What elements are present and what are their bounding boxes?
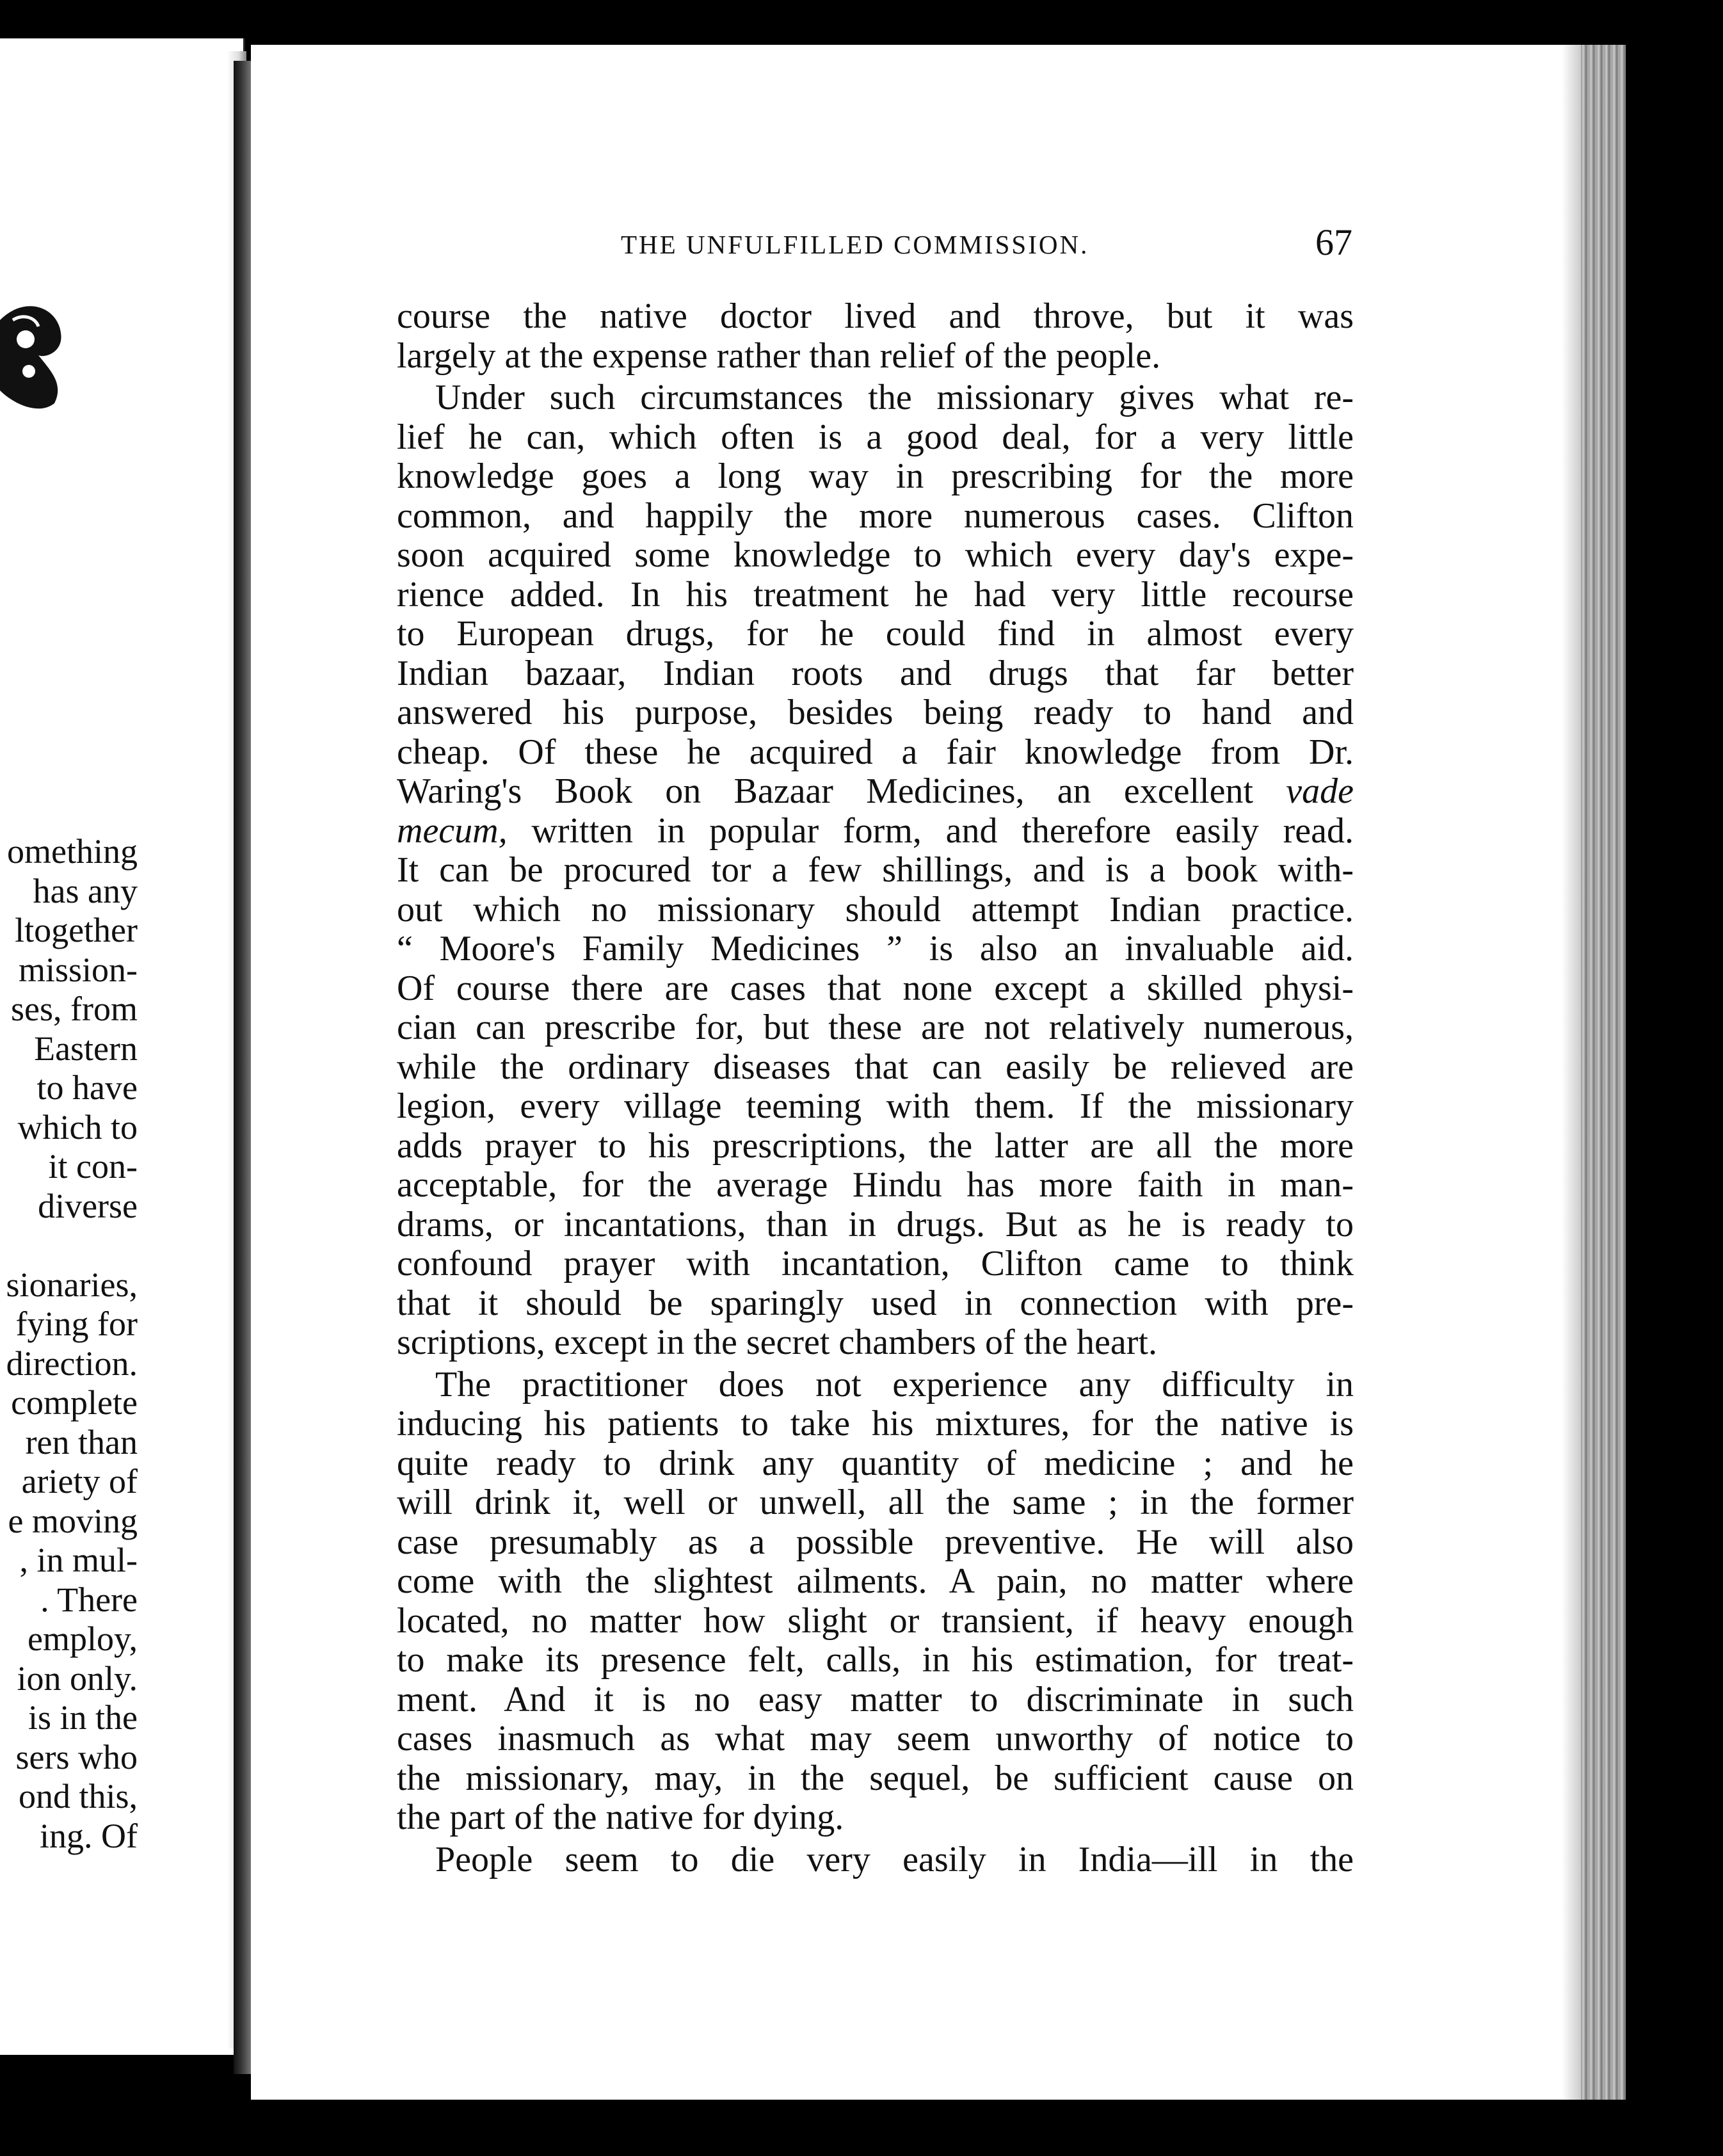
text-line: cian can prescribe for, but these are not relatively numerous, bbox=[397, 1008, 1354, 1047]
text-line: that it should be sparingly used in connection with pre- bbox=[397, 1283, 1354, 1323]
left-page-line: has any bbox=[33, 871, 138, 910]
text-line: mecum, written in popular form, and therefore easily read. bbox=[397, 810, 1354, 851]
left-page-line: omething bbox=[7, 832, 138, 871]
text-line: common, and happily the more numerous cases. Clifton bbox=[397, 495, 1354, 536]
text-line: The practitioner does not experience any difficulty in bbox=[435, 1364, 1354, 1404]
text-line: will drink it, well or unwell, all the same ; in the former bbox=[397, 1483, 1354, 1522]
text-line: legion, every village teeming with them. If the missionary bbox=[397, 1086, 1354, 1126]
text-line: to make its presence felt, calls, in his estimation, for treat- bbox=[397, 1640, 1354, 1680]
text-line: It can be procured tor a few shillings, and is a book with- bbox=[397, 850, 1354, 890]
book-gutter bbox=[234, 61, 252, 2074]
text-line: come with the slightest ailments. A pain, no matter where bbox=[397, 1561, 1354, 1601]
left-page-line: ses, from bbox=[11, 990, 138, 1028]
italic-phrase: vade bbox=[1286, 771, 1354, 811]
text-line: “ Moore's Family Medicines ” is also an invaluable aid. bbox=[397, 929, 1354, 969]
left-page-line: to have bbox=[36, 1068, 138, 1107]
left-page-line: is in the bbox=[28, 1698, 138, 1737]
left-page-line: ltogether bbox=[15, 911, 138, 949]
text-line: scriptions, except in the secret chambers of the heart. bbox=[397, 1323, 1157, 1362]
italic-phrase: mecum, bbox=[397, 810, 508, 851]
left-page-line: ren than bbox=[25, 1422, 138, 1461]
text-line: Waring's Book on Bazaar Medicines, an excellent vade bbox=[397, 771, 1354, 811]
left-page-line: ariety of bbox=[21, 1462, 138, 1500]
body-text bbox=[397, 297, 1354, 1879]
left-page-line: sionaries, bbox=[6, 1265, 138, 1304]
left-page-line: ond this, bbox=[18, 1777, 138, 1815]
left-page-line: employ, bbox=[28, 1620, 138, 1658]
text-line: the part of the native for dying. bbox=[397, 1798, 844, 1837]
text-line: confound prayer with incantation, Clifton came to think bbox=[397, 1244, 1354, 1283]
text-line: cheap. Of these he acquired a fair knowledge from Dr. bbox=[397, 732, 1354, 772]
text-line: rience added. In his treatment he had very little recourse bbox=[397, 574, 1354, 615]
page-edge-shadow bbox=[1562, 45, 1581, 2100]
text-line: quite ready to drink any quantity of medicine ; and he bbox=[397, 1443, 1354, 1483]
left-page-line: complete bbox=[11, 1383, 138, 1422]
text-line: acceptable, for the average Hindu has more faith in man- bbox=[397, 1165, 1354, 1205]
text-line: Indian bazaar, Indian roots and drugs that far better bbox=[397, 653, 1354, 693]
running-head: THE UNFULFILLED COMMISSION. bbox=[621, 230, 1089, 259]
text-line: the missionary, may, in the sequel, be sufficient cause on bbox=[397, 1758, 1354, 1798]
text-line: out which no missionary should attempt Indian practice. bbox=[397, 889, 1354, 929]
text-line: while the ordinary diseases that can easily be relieved are bbox=[397, 1047, 1354, 1087]
text-line: adds prayer to his prescriptions, the latter are all the more bbox=[397, 1125, 1354, 1166]
text-line: course the native doctor lived and throve, but it was bbox=[397, 296, 1354, 336]
left-page-line: fying for bbox=[15, 1305, 138, 1343]
left-page-line: direction. bbox=[6, 1344, 138, 1383]
text-line: largely at the expense rather than relief of the people. bbox=[397, 335, 1161, 376]
text-line: to European drugs, for he could find in almost every bbox=[397, 614, 1354, 654]
text-line: case presumably as a possible preventive. He will also bbox=[397, 1522, 1354, 1562]
text-line: located, no matter how slight or transient, if heavy enough bbox=[397, 1600, 1354, 1641]
left-page-line: ion only. bbox=[17, 1659, 138, 1698]
text-line: answered his purpose, besides being ready to hand and bbox=[397, 693, 1354, 732]
text-line: cases inasmuch as what may seem unworthy of notice to bbox=[397, 1719, 1354, 1758]
left-page-line: sers who bbox=[15, 1737, 138, 1776]
left-page-line: diverse bbox=[38, 1186, 138, 1225]
left-page-line: ing. Of bbox=[40, 1816, 138, 1855]
text-line: lief he can, which often is a good deal, for a very little bbox=[397, 417, 1354, 457]
text-line: inducing his patients to take his mixtures, for the native is bbox=[397, 1404, 1354, 1444]
text-line: People seem to die very easily in India—ill in the bbox=[435, 1839, 1354, 1879]
left-page-line: , in mul- bbox=[19, 1541, 138, 1579]
left-page-line: which to bbox=[17, 1107, 138, 1146]
text-line: drams, or incantations, than in drugs. But as he is ready to bbox=[397, 1204, 1354, 1244]
text-line: ment. And it is no easy matter to discriminate in such bbox=[397, 1679, 1354, 1719]
text-line: knowledge goes a long way in prescribing for the more bbox=[397, 456, 1354, 496]
left-page-line: . There bbox=[40, 1580, 138, 1619]
left-page-line: it con- bbox=[48, 1147, 138, 1186]
left-page-line: Eastern bbox=[34, 1029, 138, 1068]
left-page-line: e moving bbox=[8, 1501, 138, 1540]
left-page-text bbox=[0, 832, 138, 1856]
flower-ornament-icon bbox=[0, 294, 70, 416]
stacked-page-edges bbox=[1581, 45, 1626, 2100]
text-line: soon acquired some knowledge to which every day's expe- bbox=[397, 535, 1354, 575]
text-line: Under such circumstances the missionary gives what re- bbox=[435, 378, 1354, 417]
page-number: 67 bbox=[1315, 221, 1352, 263]
text-line: Of course there are cases that none except a skilled physi- bbox=[397, 968, 1354, 1008]
left-page-line: mission- bbox=[18, 950, 138, 989]
